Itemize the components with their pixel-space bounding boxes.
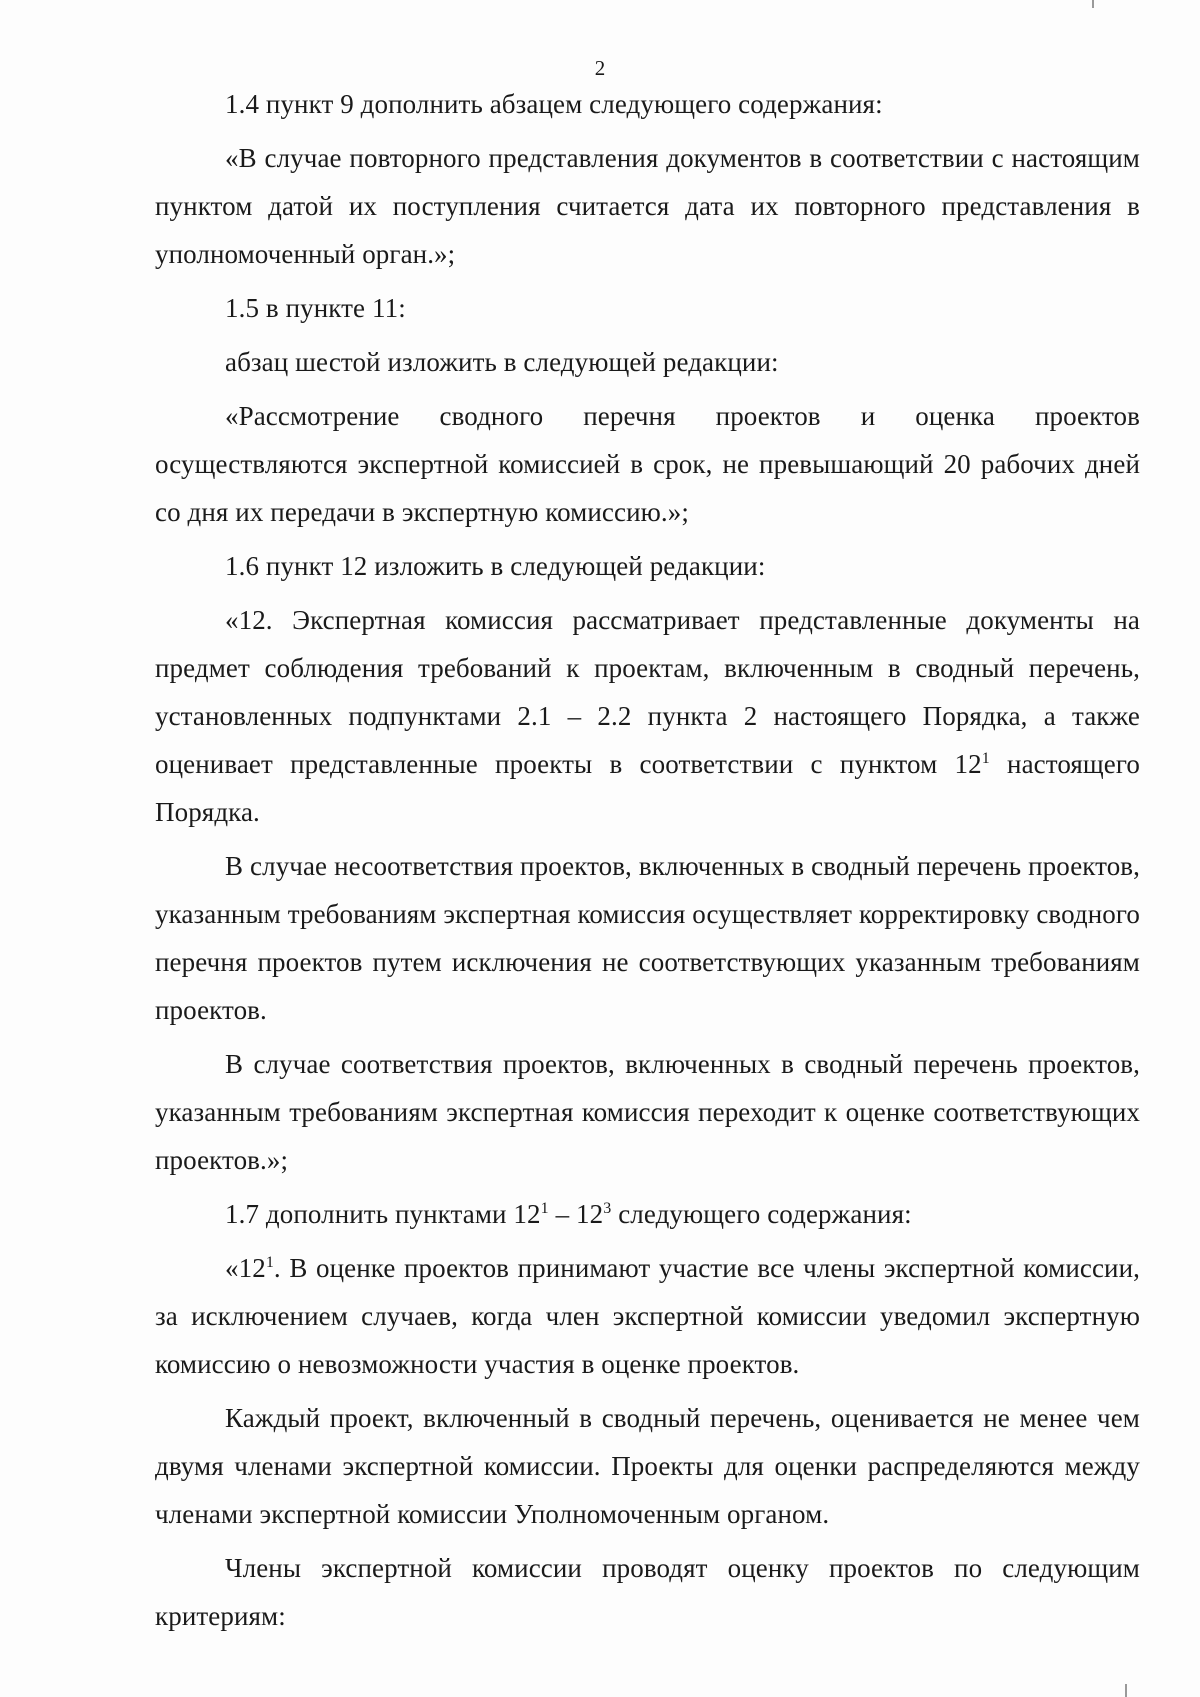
paragraph-1-4: 1.4 пункт 9 дополнить абзацем следующего содержания: bbox=[225, 89, 883, 119]
scan-mark-bottom-right bbox=[1125, 1684, 1127, 1697]
paragraph-quote-12-1-end: . В оценке проектов принимают участие все члены экспертной комиссии, за исключением случаев, когда член экспертной комиссии уведомил экспертную комиссию о невозможности участия в оценке проектов. bbox=[155, 1253, 1140, 1379]
paragraph-1-7-start: 1.7 дополнить пунктами 12 bbox=[225, 1199, 541, 1229]
paragraph-conformity: В случае соответствия проектов, включенных в сводный перечень проектов, указанным требованиям экспертная комиссия переходит к оценке соответствующих проектов.»; bbox=[155, 1049, 1140, 1175]
paragraph-1-6: 1.6 пункт 12 изложить в следующей редакции: bbox=[225, 551, 766, 581]
paragraph-1-7-end: следующего содержания: bbox=[611, 1199, 912, 1229]
paragraph-1-7 bbox=[155, 1190, 1140, 1238]
paragraph-quote-12-end: настоящего Порядка. bbox=[155, 749, 1140, 827]
paragraph-quote-resubmission: «В случае повторного представления документов в соответствии с настоящим пунктом датой их поступления считается дата их повторного представления в уполномоченный орган.»; bbox=[155, 143, 1140, 269]
paragraph-quote-12 bbox=[155, 596, 1140, 836]
paragraph-quote-review-term: «Рассмотрение сводного перечня проектов и оценка проектов осуществляются экспертной комиссией в срок, не превышающий 20 рабочих дней со дня их передачи в экспертную комиссию.»; bbox=[155, 401, 1140, 527]
scan-mark-top-right bbox=[1092, 0, 1094, 8]
page-number: 2 bbox=[594, 56, 606, 80]
paragraph-quote-12-1-start: «12 bbox=[225, 1253, 266, 1283]
paragraph-nonconformity: В случае несоответствия проектов, включенных в сводный перечень проектов, указанным требованиям экспертная комиссия осуществляет корректировку сводного перечня проектов путем исключения не соответствующих указанным требованиям проектов. bbox=[155, 851, 1140, 1025]
paragraph-quote-12-1 bbox=[155, 1244, 1140, 1388]
paragraph-each-project: Каждый проект, включенный в сводный перечень, оценивается не менее чем двумя членами экспертной комиссии. Проекты для оценки распределяются между членами экспертной комиссии Уполномоченным органом. bbox=[155, 1403, 1140, 1529]
superscript-1: 1 bbox=[540, 1200, 549, 1217]
superscript-1: 1 bbox=[981, 750, 990, 767]
paragraph-quote-12-text: «12. Экспертная комиссия рассматривает представленные документы на предмет соблюдения требований к проектам, включенным в сводный перечень, установленных подпунктами 2.1 – 2.2 пункта 2 настоящего Порядка, а также оценивает представленные проекты в соответствии с пунктом 12 bbox=[155, 605, 1140, 779]
paragraph-abzac-six: абзац шестой изложить в следующей редакции: bbox=[225, 347, 779, 377]
superscript-3: 3 bbox=[603, 1200, 612, 1217]
paragraph-criteria: Члены экспертной комиссии проводят оценку проектов по следующим критериям: bbox=[155, 1553, 1140, 1631]
document-body bbox=[155, 80, 1140, 1640]
paragraph-1-7-mid: – 12 bbox=[548, 1199, 604, 1229]
paragraph-1-5: 1.5 в пункте 11: bbox=[225, 293, 406, 323]
superscript-1: 1 bbox=[265, 1254, 274, 1271]
